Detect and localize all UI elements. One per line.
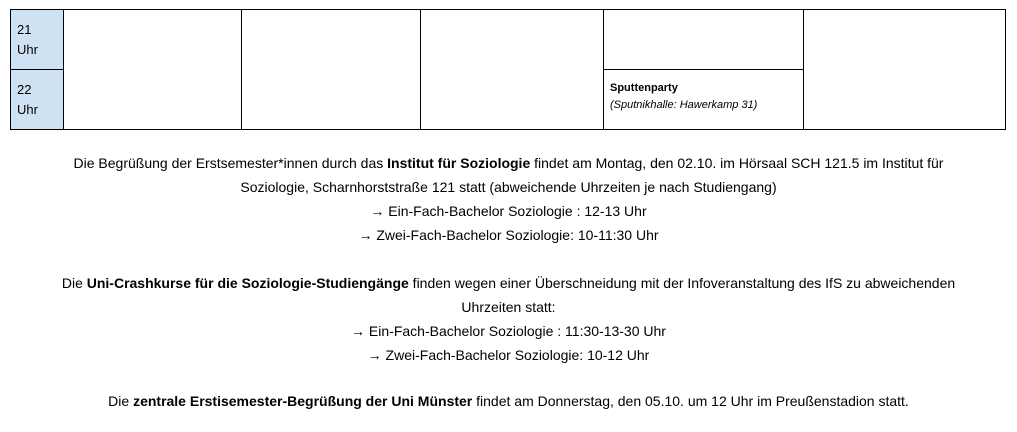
institute-name: Institut für Soziologie [387,155,531,171]
hour-label: 22 [17,82,32,97]
crashkurse-paragraph [0,271,1017,367]
hour-cell [11,70,64,130]
schedule-table [10,9,1006,130]
event-location: (Sputnikhalle: Hawerkamp 31) [610,99,758,111]
hour-unit: Uhr [17,102,38,117]
schedule-cell [242,10,421,130]
schedule-cell [421,10,604,130]
schedule-cell [604,10,804,70]
schedule-cell [804,10,1006,130]
central-welcome-paragraph [0,389,1017,413]
schedule-cell [64,10,242,130]
schedule-item: → Ein-Fach-Bachelor Soziologie : 11:30-13-30 Uhr [351,323,666,339]
event-cell [604,70,804,130]
paragraph-line: Die zentrale Erstisemester-Begrüßung der Uni Münster findet am Donnerstag, den 05.10. um 12 Uhr im Preußenstadion statt. [108,393,909,409]
paragraph-line: Die Uni-Crashkurse für die Soziologie-Studiengänge finden wegen einer Überschneidung mit der Infoveranstaltung des IfS zu abweichenden [61,275,956,291]
hour-unit: Uhr [17,42,38,57]
hour-cell [11,10,64,70]
paragraph-line: Uhrzeiten statt: [461,299,556,315]
event-title: Sputtenparty [610,82,678,94]
schedule-item: → Zwei-Fach-Bachelor Soziologie: 10-11:30 Uhr [358,227,659,243]
crashkurse-name: Uni-Crashkurse für die Soziologie-Studiengänge [86,275,409,291]
schedule-row [11,10,1006,70]
hour-label: 21 [17,22,32,37]
schedule-item: → Zwei-Fach-Bachelor Soziologie: 10-12 Uhr [367,347,650,363]
central-welcome-name: zentrale Erstisemester-Begrüßung der Uni Münster [133,393,473,409]
paragraph-line: Die Begrüßung der Erstsemester*innen durch das Institut für Soziologie findet am Montag, den 02.10. im Hörsaal SCH 121.5 im Institut für [73,155,944,171]
institute-welcome-paragraph [0,151,1017,247]
schedule-item: → Ein-Fach-Bachelor Soziologie : 12-13 Uhr [370,203,647,219]
paragraph-line: Soziologie, Scharnhorststraße 121 statt (abweichende Uhrzeiten je nach Studiengang) [240,179,777,195]
